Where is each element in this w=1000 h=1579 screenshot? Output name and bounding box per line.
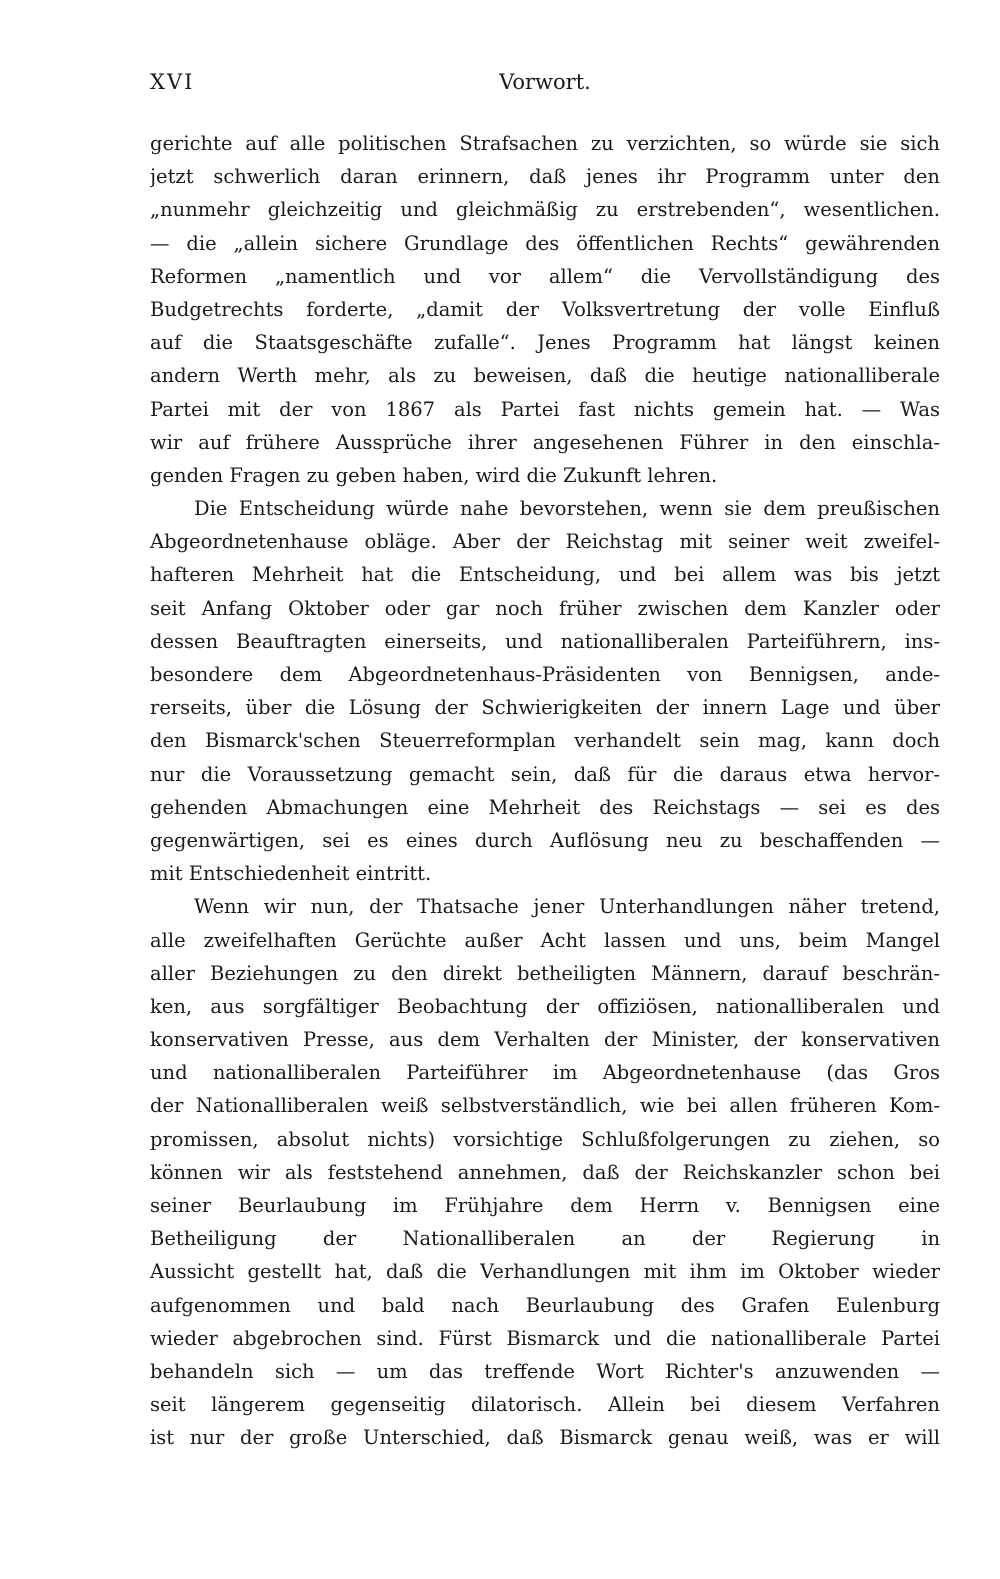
text-line: der Nationalliberalen weiß selbstverständlich, wie bei allen früheren Kom- — [150, 1094, 940, 1118]
running-head: Vorwort. — [499, 70, 591, 94]
page-number: XVI — [150, 70, 195, 94]
text-line: seiner Beurlaubung im Frühjahre dem Herrn v. Bennigsen eine — [150, 1194, 940, 1217]
text-line: besondere dem Abgeordnetenhaus-Präsidenten von Bennigsen, ande- — [150, 663, 940, 686]
body-text — [150, 127, 940, 1455]
text-line: den Bismarck'schen Steuerreformplan verhandelt sein mag, kann doch — [150, 729, 940, 753]
text-line: jetzt schwerlich daran erinnern, daß jenes ihr Programm unter den — [150, 165, 940, 189]
text-line: ken, aus sorgfältiger Beobachtung der offiziösen, nationalliberalen und — [150, 994, 940, 1018]
text-line: behandeln sich — um das treffende Wort Richter's anzuwenden — — [150, 1359, 940, 1383]
text-line: Aussicht gestellt hat, daß die Verhandlungen mit ihm im Oktober wieder — [150, 1260, 940, 1284]
text-line: gerichte auf alle politischen Strafsachen zu verzichten, so würde sie sich — [150, 132, 940, 155]
text-line: Die Entscheidung würde nahe bevorstehen, wenn sie dem preußischen — [194, 497, 940, 521]
paragraph-3 — [150, 890, 940, 1454]
text-line: promissen, absolut nichts) vorsichtige Schlußfolgerungen zu ziehen, so — [150, 1127, 940, 1151]
text-line: hafteren Mehrheit hat die Entscheidung, und bei allem was bis jetzt — [150, 563, 940, 587]
paragraph-1 — [150, 127, 940, 492]
text-line: Partei mit der von 1867 als Partei fast nichts gemein hat. — Was — [150, 397, 940, 421]
text-line: seit Anfang Oktober oder gar noch früher zwischen dem Kanzler oder — [150, 596, 940, 620]
text-line: gehenden Abmachungen eine Mehrheit des Reichstags — sei es des — [150, 795, 940, 819]
text-line: aller Beziehungen zu den direkt betheiligten Männern, darauf beschrän- — [150, 961, 940, 985]
text-line: andern Werth mehr, als zu beweisen, daß die heutige nationalliberale — [150, 364, 940, 388]
text-line: Budgetrechts forderte, „damit der Volksvertretung der volle Einfluß — [150, 297, 940, 321]
text-line: auf die Staatsgeschäfte zufalle“. Jenes Programm hat längst keinen — [150, 331, 940, 355]
text-line: Betheiligung der Nationalliberalen an der Regierung in — [150, 1227, 940, 1251]
text-line: Abgeordnetenhause obläge. Aber der Reichstag mit seiner weit zweifel- — [150, 530, 940, 554]
text-line: — die „allein sichere Grundlage des öffentlichen Rechts“ gewährenden — [150, 231, 940, 255]
text-line: wieder abgebrochen sind. Fürst Bismarck und die nationalliberale Partei — [150, 1326, 940, 1350]
text-line: können wir als feststehend annehmen, daß der Reichskanzler schon bei — [150, 1160, 940, 1184]
text-line: Reformen „namentlich und vor allem“ die Vervollständigung des — [150, 264, 940, 288]
text-line: Wenn wir nun, der Thatsache jener Unterhandlungen näher tretend, — [194, 895, 940, 919]
text-line: seit längerem gegenseitig dilatorisch. Allein bei diesem Verfahren — [150, 1393, 940, 1417]
text-line: aufgenommen und bald nach Beurlaubung des Grafen Eulenburg — [150, 1293, 940, 1317]
text-line: wir auf frühere Aussprüche ihrer angesehenen Führer in den einschla- — [150, 430, 940, 454]
page-header — [150, 70, 940, 106]
text-line: konservativen Presse, aus dem Verhalten der Minister, der konservativen — [150, 1028, 940, 1052]
text-line: alle zweifelhaften Gerüchte außer Acht lassen und uns, beim Mangel — [150, 928, 940, 952]
text-line: gegenwärtigen, sei es eines durch Auflösung neu zu beschaffenden — — [150, 828, 940, 852]
text-line: dessen Beauftragten einerseits, und nationalliberalen Parteiführern, ins- — [150, 629, 940, 653]
text-line: und nationalliberalen Parteiführer im Abgeordnetenhause (das Gros — [150, 1061, 940, 1085]
text-line: genden Fragen zu geben haben, wird die Zukunft lehren. — [150, 463, 718, 487]
text-line: mit Entschiedenheit eintritt. — [150, 862, 432, 886]
text-line: rerseits, über die Lösung der Schwierigkeiten der innern Lage und über — [150, 696, 940, 720]
paragraph-2 — [150, 492, 940, 890]
text-line: ist nur der große Unterschied, daß Bismarck genau weiß, was er will — [150, 1426, 940, 1450]
text-line: „nunmehr gleichzeitig und gleichmäßig zu erstrebenden“, wesentlichen. — [150, 198, 940, 222]
text-line: nur die Voraussetzung gemacht sein, daß für die daraus etwa hervor- — [150, 762, 940, 786]
